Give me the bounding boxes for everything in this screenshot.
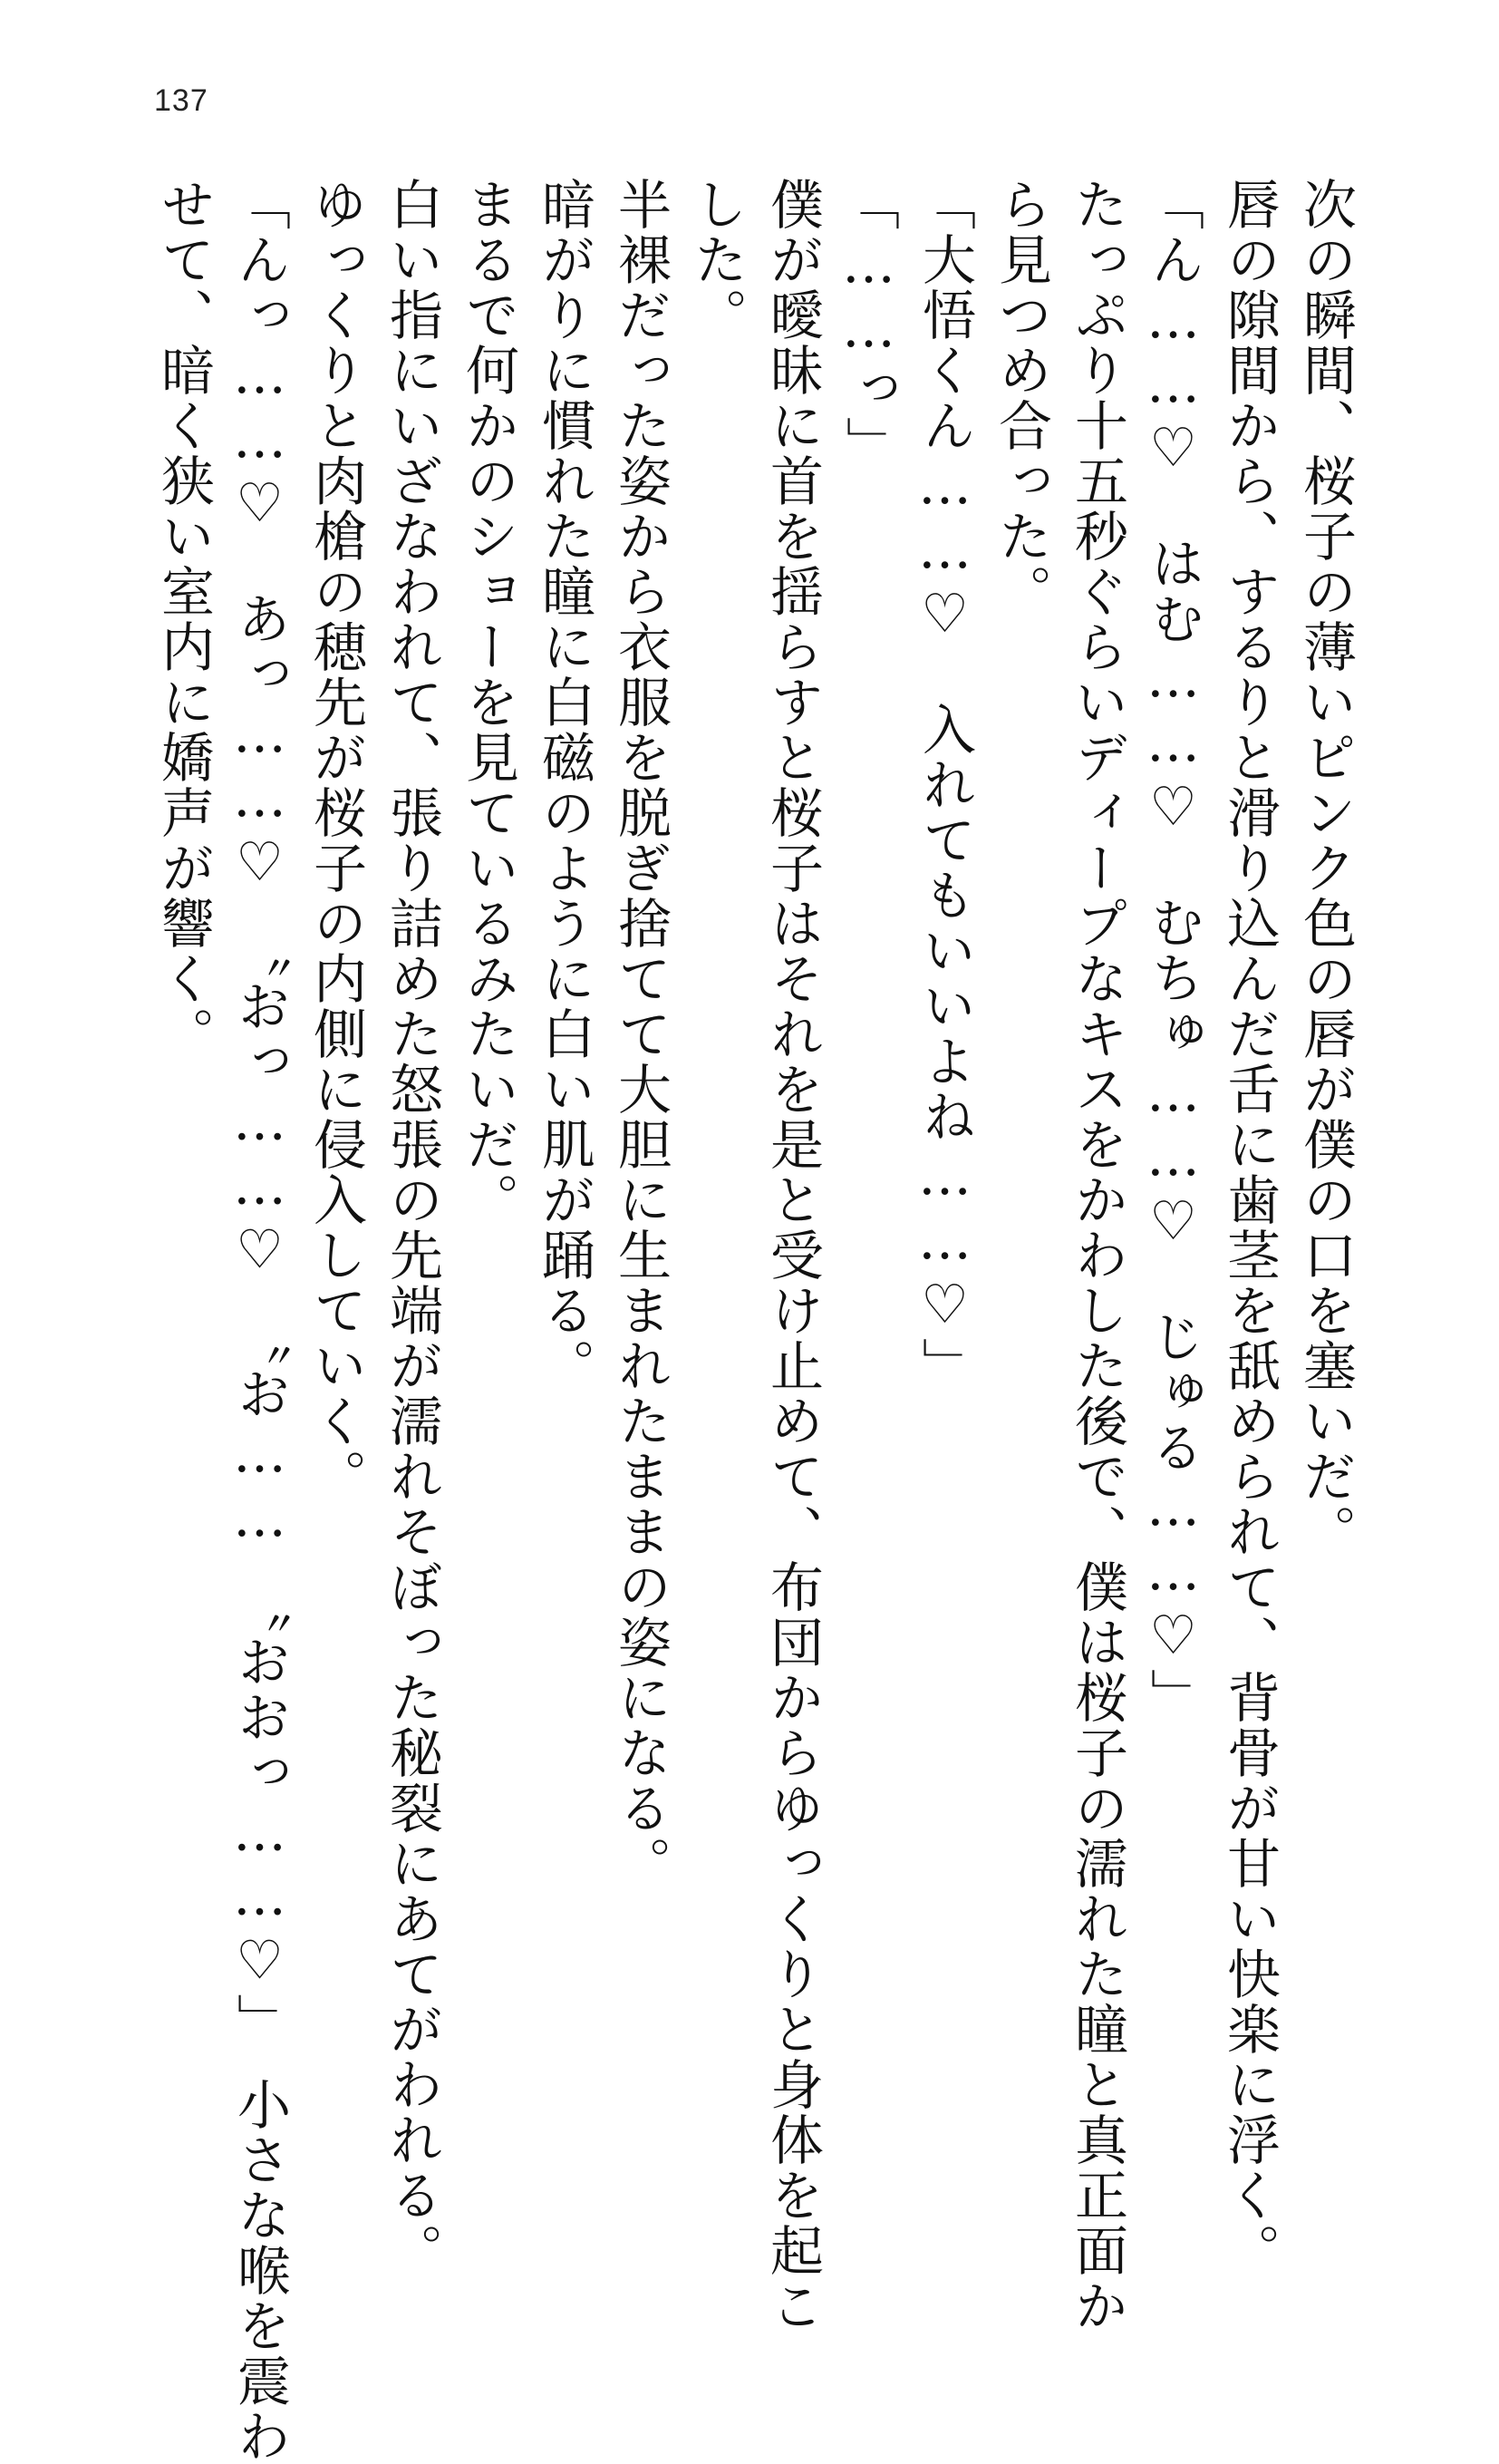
text-line: 暗がりに慣れた瞳に白磁のように白い肌が踊る。 bbox=[533, 177, 595, 1393]
body-text bbox=[145, 177, 1363, 2464]
text-line: した。 bbox=[685, 177, 748, 343]
text-line: 「大悟くん……♡ 入れてもいいよね……♡」 bbox=[914, 177, 976, 1392]
text-line: 白い指にいざなわれて、張り詰めた怒張の先端が濡れそぼった秘裂にあてがわれる。 bbox=[381, 177, 443, 2278]
text-line: 「ん……♡ はむ……♡ むちゅ……♡ じゅる……♡」 bbox=[1142, 177, 1204, 1723]
text-line: まるで何かのショーを見ているみたいだ。 bbox=[457, 177, 519, 1227]
page-number: 137 bbox=[154, 83, 208, 118]
text-line: ら見つめ合った。 bbox=[990, 177, 1052, 619]
text-line: 「んっ……♡ あっ……♡ 〝おっ……♡ 〝お…… 〝おおっ……♡」 小さな喉を震わ bbox=[228, 177, 291, 2464]
text-line: ゆっくりと肉槍の穂先が桜子の内側に侵入していく。 bbox=[305, 177, 367, 1504]
text-line: せて、暗く狭い室内に嬌声が響く。 bbox=[152, 177, 215, 1062]
text-line: 半裸だった姿から衣服を脱ぎ捨てて大胆に生まれたままの姿になる。 bbox=[609, 177, 672, 1891]
text-line: 次の瞬間、桜子の薄いピンク色の唇が僕の口を塞いだ。 bbox=[1294, 177, 1357, 1559]
text-line: 僕が曖昧に首を揺らすと桜子はそれを是と受け止めて、布団からゆっくりと身体を起こ bbox=[761, 177, 824, 2333]
text-line: 唇の隙間から、するりと滑り込んだ舌に歯茎を舐められて、背骨が甘い快楽に浮く。 bbox=[1218, 177, 1281, 2278]
text-line: たっぷり十五秒ぐらいディープなキスをかわした後で、僕は桜子の濡れた瞳と真正面か bbox=[1066, 177, 1128, 2333]
text-line: 「……っ」 bbox=[837, 177, 900, 471]
